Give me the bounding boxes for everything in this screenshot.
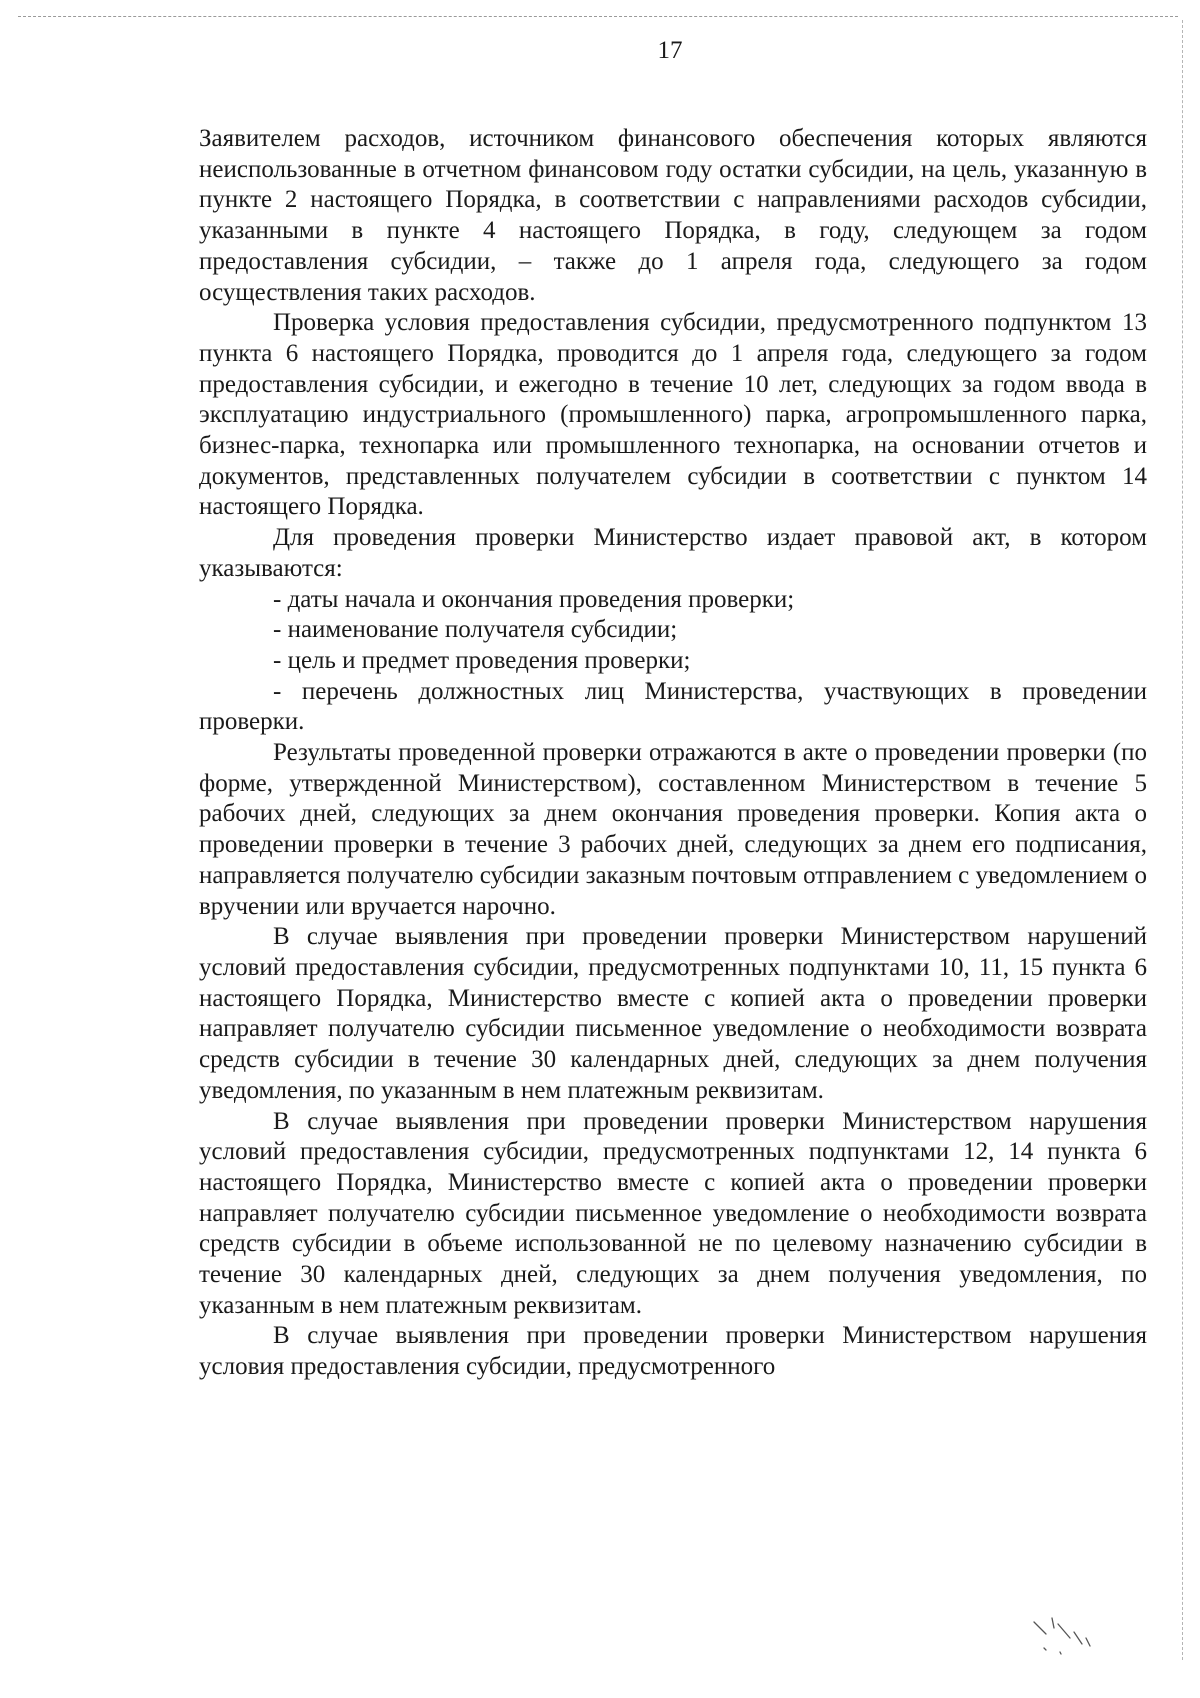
paragraph-violation-continued: В случае выявления при проведении проверки Министерством нарушения условия предоставления субсидии, предусмотренного bbox=[199, 1322, 1147, 1381]
paragraph-violation-return: В случае выявления при проведении проверки Министерством нарушений условий предоставления субсидии, предусмотренных подпунктами 10, 11, 15 пункта 6 настоящего Порядка, Министерство вместе с копией акта о проведении проверки направляет получателю субсидии письменное уведомление о необходимости возврата средств субсидии в течение 30 календарных дней, следующих за днем получения уведомления, по указанным в нем платежным реквизитам. bbox=[199, 923, 1147, 1104]
paragraph-verification-results: Результаты проведенной проверки отражаются в акте о проведении проверки (по форме, утвержденной Министерством), составленном Министерством в течение 5 рабочих дней, следующих за днем окончания проведения проверки. Копия акта о проведении проверки в течение 3 рабочих дней, следующих за днем его подписания, направляется получателю субсидии заказным почтовым отправлением с уведомлением о вручении или вручается нарочно. bbox=[199, 739, 1147, 920]
paragraph-continuation: Заявителем расходов, источником финансового обеспечения которых являются неиспользованные в отчетном финансовом году остатки субсидии, на цель, указанную в пункте 2 настоящего Порядка, в соответствии с направлениями расходов субсидии, указанными в пункте 4 настоящего Порядка, в году, следующем за годом предоставления субсидии, – также до 1 апреля года, следующего за годом осуществления таких расходов. bbox=[199, 125, 1147, 306]
list-item-recipient-name: - наименование получателя субсидии; bbox=[273, 616, 678, 644]
paragraph-legal-act: Для проведения проверки Министерство издает правовой акт, в котором указываются: bbox=[199, 524, 1147, 582]
list-item-purpose: - цель и предмет проведения проверки; bbox=[273, 646, 691, 674]
paragraph-violation-misuse: В случае выявления при проведении проверки Министерством нарушения условий предоставления субсидии, предусмотренных подпунктами 12, 14 пункта 6 настоящего Порядка, Министерство вместе с копией акта о проведении проверки направляет получателю субсидии письменное уведомление о необходимости возврата средств субсидии в объеме использованной не по целевому назначению субсидии в течение 30 календарных дней, следующих за днем получения уведомления, по указанным в нем платежным реквизитам. bbox=[199, 1107, 1147, 1319]
document-body bbox=[199, 124, 1147, 1383]
scan-border-right bbox=[1182, 20, 1183, 1660]
page-number: 17 bbox=[657, 37, 683, 64]
scan-border-top bbox=[18, 16, 1178, 17]
scan-marks bbox=[1030, 1614, 1110, 1664]
paragraph-verification-conditions: Проверка условия предоставления субсидии, предусмотренного подпунктом 13 пункта 6 настоящего Порядка, проводится до 1 апреля года, следующего за годом предоставления субсидии, и ежегодно в течение 10 лет, следующих за годом ввода в эксплуатацию индустриального (промышленного) парка, агропромышленного парка, бизнес-парка, технопарка или промышленного технопарка, на основании отчетов и документов, представленных получателем субсидии в соответствии с пунктом 14 настоящего Порядка. bbox=[199, 309, 1147, 521]
list-item-dates: - даты начала и окончания проведения проверки; bbox=[273, 585, 795, 613]
list-item-officials: - перечень должностных лиц Министерства, участвующих в проведении проверки. bbox=[199, 677, 1147, 736]
